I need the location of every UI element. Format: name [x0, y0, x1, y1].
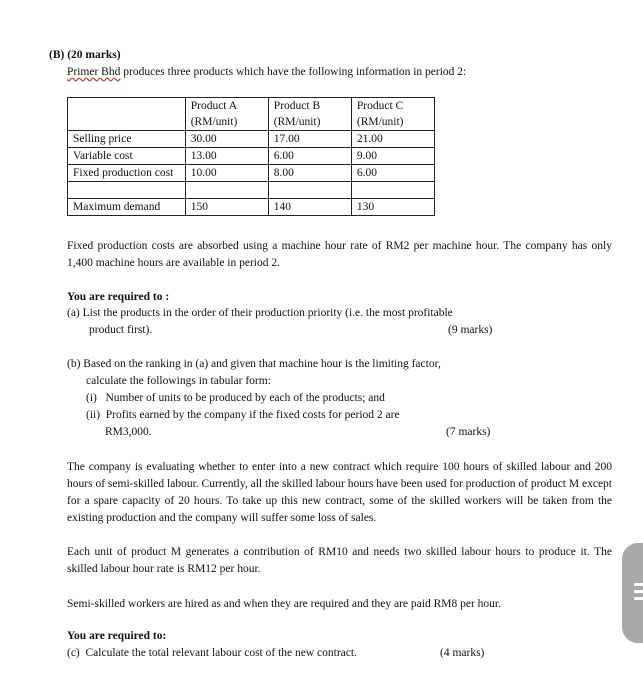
- unit-product-b: (RM/unit): [268, 114, 351, 131]
- blank-cell: [68, 182, 186, 199]
- row-label: Maximum demand: [68, 199, 186, 216]
- table-demand-row: [68, 199, 435, 216]
- table-cell: 21.00: [351, 131, 434, 148]
- question-b-marks: (7 marks): [446, 426, 491, 438]
- row-label: Variable cost: [68, 148, 186, 165]
- blank-cell: [268, 182, 351, 199]
- row-label: Selling price: [68, 131, 186, 148]
- blank-cell: [185, 182, 268, 199]
- table-cell: 140: [268, 199, 351, 216]
- row-label: Fixed production cost: [68, 165, 186, 182]
- product-m-paragraph: Each unit of product M generates a contribution of RM10 and needs two skilled labour hours to produce it. The skilled labour hour rate is RM12 per hour.: [67, 546, 612, 575]
- requirements-heading-2: You are required to:: [67, 630, 167, 642]
- section-label: (B): [49, 49, 65, 61]
- table-cell: 8.00: [268, 165, 351, 182]
- header-product-c: Product C: [351, 98, 434, 115]
- header-product-b: Product B: [268, 98, 351, 115]
- section-marks: (20 marks): [67, 49, 121, 61]
- table-row: [68, 131, 435, 148]
- table-corner-cell: [68, 98, 186, 115]
- table-cell: 17.00: [268, 131, 351, 148]
- table-row: [68, 165, 435, 182]
- table-cell: 6.00: [268, 148, 351, 165]
- table-cell: 13.00: [185, 148, 268, 165]
- fixed-cost-paragraph: Fixed production costs are absorbed using a machine hour rate of RM2 per machine hour. The company has only 1,400 machine hours are available in period 2.: [67, 240, 612, 269]
- question-a-marks: (9 marks): [448, 324, 493, 336]
- question-a-line2: product first).: [89, 324, 153, 336]
- question-c-marks: (4 marks): [440, 647, 485, 659]
- table-cell: 30.00: [185, 131, 268, 148]
- table-cell: 6.00: [351, 165, 434, 182]
- question-c-line: (c) Calculate the total relevant labour cost of the new contract.: [67, 647, 357, 659]
- question-b-ii-line2: RM3,000.: [105, 426, 152, 438]
- handle-grip-line: [634, 597, 643, 600]
- table-cell: 130: [351, 199, 434, 216]
- table-cell: 10.00: [185, 165, 268, 182]
- table-corner-cell-2: [68, 114, 186, 131]
- header-product-a: Product A: [185, 98, 268, 115]
- question-b-ii-line1: (ii) Profits earned by the company if the fixed costs for period 2 are: [86, 409, 400, 421]
- table-unit-row: [68, 114, 435, 131]
- unit-product-c: (RM/unit): [351, 114, 434, 131]
- handle-grip-line: [634, 583, 643, 586]
- intro-rest: produces three products which have the following information in period 2:: [120, 66, 467, 78]
- product-info-table: [67, 97, 435, 216]
- semi-skilled-paragraph: Semi-skilled workers are hired as and when they are required and they are paid RM8 per hour.: [67, 598, 501, 610]
- question-b-line1: (b) Based on the ranking in (a) and given that machine hour is the limiting factor,: [67, 358, 441, 370]
- table-cell: 9.00: [351, 148, 434, 165]
- table-blank-row: [68, 182, 435, 199]
- question-b-line2: calculate the followings in tabular form:: [86, 375, 271, 387]
- contract-paragraph: The company is evaluating whether to enter into a new contract which require 100 hours of skilled labour and 200 hours of semi-skilled labour. Currently, all the skilled labour hours have been used for production of product M except for a spare capacity of 20 hours. To take up this new contract, some of the skilled workers will be taken from the existing production and the company will suffer some loss of sales.: [67, 461, 612, 524]
- table-row: [68, 148, 435, 165]
- question-b-i: (i) Number of units to be produced by each of the products; and: [86, 392, 385, 404]
- intro-text: [67, 66, 466, 78]
- table-cell: 150: [185, 199, 268, 216]
- question-a-line1: (a) List the products in the order of their production priority (i.e. the most profitable: [67, 307, 453, 319]
- company-name: Primer Bhd: [67, 66, 121, 78]
- requirements-heading-1: You are required to :: [67, 291, 170, 303]
- table-header-row: [68, 98, 435, 115]
- blank-cell: [351, 182, 434, 199]
- handle-grip-line: [634, 590, 643, 593]
- unit-product-a: (RM/unit): [185, 114, 268, 131]
- side-drawer-handle[interactable]: [622, 543, 643, 643]
- section-heading: [49, 49, 121, 61]
